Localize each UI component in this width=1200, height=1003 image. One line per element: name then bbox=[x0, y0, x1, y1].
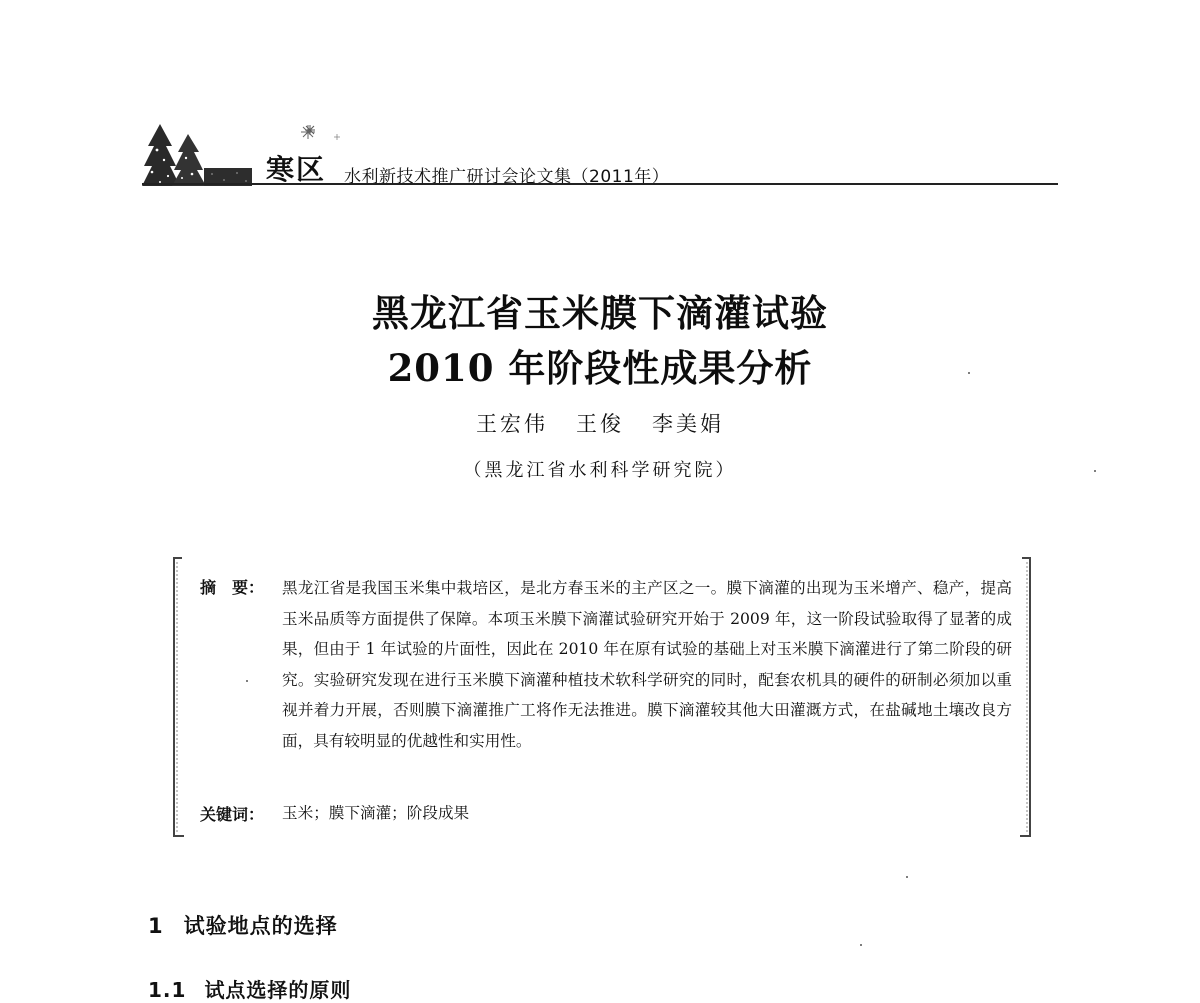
author-name: 李美娟 bbox=[652, 412, 724, 436]
subsection-title: 试点选择的原则 bbox=[204, 978, 352, 1002]
section-heading bbox=[148, 910, 338, 940]
header-brand: 寒区 bbox=[266, 153, 327, 186]
header-logo-trees-icon bbox=[142, 120, 262, 190]
subsection-number: 1.1 bbox=[148, 978, 187, 1002]
scan-speck bbox=[860, 944, 862, 946]
section-title: 试验地点的选择 bbox=[183, 914, 338, 938]
author-name: 王俊 bbox=[576, 412, 624, 436]
paper-title-line1: 黑龙江省玉米膜下滴灌试验 bbox=[372, 291, 828, 335]
keywords-text: 玉米；膜下滴灌；阶段成果 bbox=[282, 804, 470, 822]
abstract-label: 摘 要： bbox=[200, 578, 265, 597]
section-number: 1 bbox=[148, 914, 164, 938]
scan-speck bbox=[906, 876, 908, 878]
scan-speck bbox=[968, 372, 970, 374]
affiliation: （黑龙江省水利科学研究院） bbox=[463, 460, 737, 481]
paper-title-line2: 2010 年阶段性成果分析 bbox=[387, 346, 813, 390]
header-subtitle: 水利新技术推广研讨会论文集（2011年） bbox=[344, 167, 670, 187]
author-list bbox=[0, 408, 1200, 438]
small-snowflake-icon bbox=[332, 132, 342, 142]
abstract-text: 黑龙江省是我国玉米集中栽培区，是北方春玉米的主产区之一。膜下滴灌的出现为玉米增产、稳产，提高玉米品质等方面提供了保障。本项玉米膜下滴灌试验研究开始于 2009 年，这一阶段试验取得了显著的成果，但由于 1 年试验的片面性，因此在 2010 年在原有试验的基础上对玉米膜下滴灌进行了第二阶段的研究。实验研究发现在进行玉米膜下滴灌种植技术软科学研究的同时，配套农机具的硬件的研制必须加以重视并着力开展，否则膜下滴灌推广工将作无法推进。膜下滴灌较其他大田灌溉方式，在盐碱地土壤改良方面，具有较明显的优越性和实用性。 bbox=[282, 579, 1012, 750]
author-name: 王宏伟 bbox=[476, 412, 548, 436]
scan-speck bbox=[246, 680, 248, 682]
subsection-heading bbox=[148, 974, 351, 1003]
snowflake-icon bbox=[296, 120, 320, 144]
keywords-label: 关键词： bbox=[200, 805, 265, 824]
header-rule bbox=[142, 183, 1058, 185]
scan-speck bbox=[1094, 470, 1096, 472]
